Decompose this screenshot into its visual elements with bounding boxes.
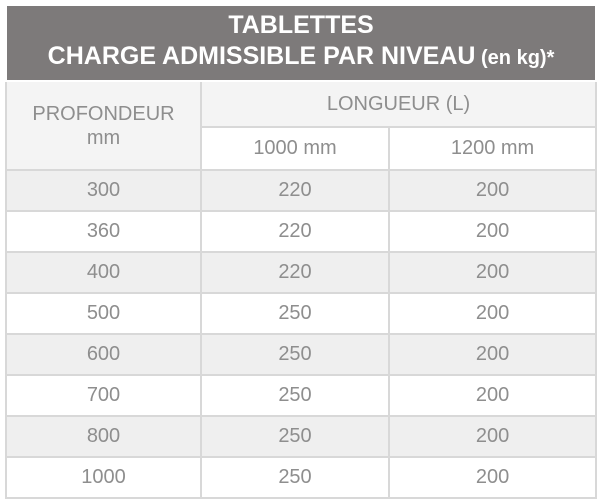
title-row: [6, 5, 596, 81]
profondeur-label-line2: mm: [86, 126, 121, 149]
cell-load-1200: 200: [389, 293, 596, 334]
cell-load-1000: 220: [201, 211, 389, 252]
cell-load-1000: 250: [201, 334, 389, 375]
cell-profondeur: 400: [6, 252, 201, 293]
table-row: [6, 293, 596, 334]
table-row: [6, 416, 596, 457]
cell-load-1000: 250: [201, 416, 389, 457]
cell-load-1200: 200: [389, 416, 596, 457]
cell-load-1200: 200: [389, 375, 596, 416]
cell-profondeur: 500: [6, 293, 201, 334]
column-header-1200mm: 1200 mm: [389, 127, 596, 170]
cell-load-1200: 200: [389, 211, 596, 252]
cell-load-1000: 220: [201, 252, 389, 293]
column-header-longueur: LONGUEUR (L): [201, 81, 596, 127]
cell-profondeur: 800: [6, 416, 201, 457]
table-row: [6, 252, 596, 293]
load-capacity-table: [5, 4, 597, 499]
cell-load-1000: 220: [201, 170, 389, 211]
cell-load-1000: 250: [201, 457, 389, 498]
table-row: [6, 170, 596, 211]
cell-load-1000: 250: [201, 293, 389, 334]
table-row: [6, 211, 596, 252]
table-row: [6, 334, 596, 375]
table-row: [6, 375, 596, 416]
cell-load-1000: 250: [201, 375, 389, 416]
column-header-1000mm: 1000 mm: [201, 127, 389, 170]
table-title: [6, 5, 596, 81]
table-row: [6, 457, 596, 498]
profondeur-label-line1: PROFONDEUR: [32, 102, 175, 125]
title-line2-suffix: (en kg)*: [475, 47, 555, 69]
cell-profondeur: 1000: [6, 457, 201, 498]
title-line1: TABLETTES: [228, 11, 374, 39]
cell-profondeur: 700: [6, 375, 201, 416]
cell-profondeur: 360: [6, 211, 201, 252]
group-header-row: [6, 81, 596, 127]
cell-load-1200: 200: [389, 170, 596, 211]
cell-profondeur: 600: [6, 334, 201, 375]
cell-load-1200: 200: [389, 334, 596, 375]
cell-profondeur: 300: [6, 170, 201, 211]
column-header-profondeur: [6, 81, 201, 170]
cell-load-1200: 200: [389, 457, 596, 498]
cell-load-1200: 200: [389, 252, 596, 293]
title-line2-main: CHARGE ADMISSIBLE PAR NIVEAU: [47, 42, 476, 70]
